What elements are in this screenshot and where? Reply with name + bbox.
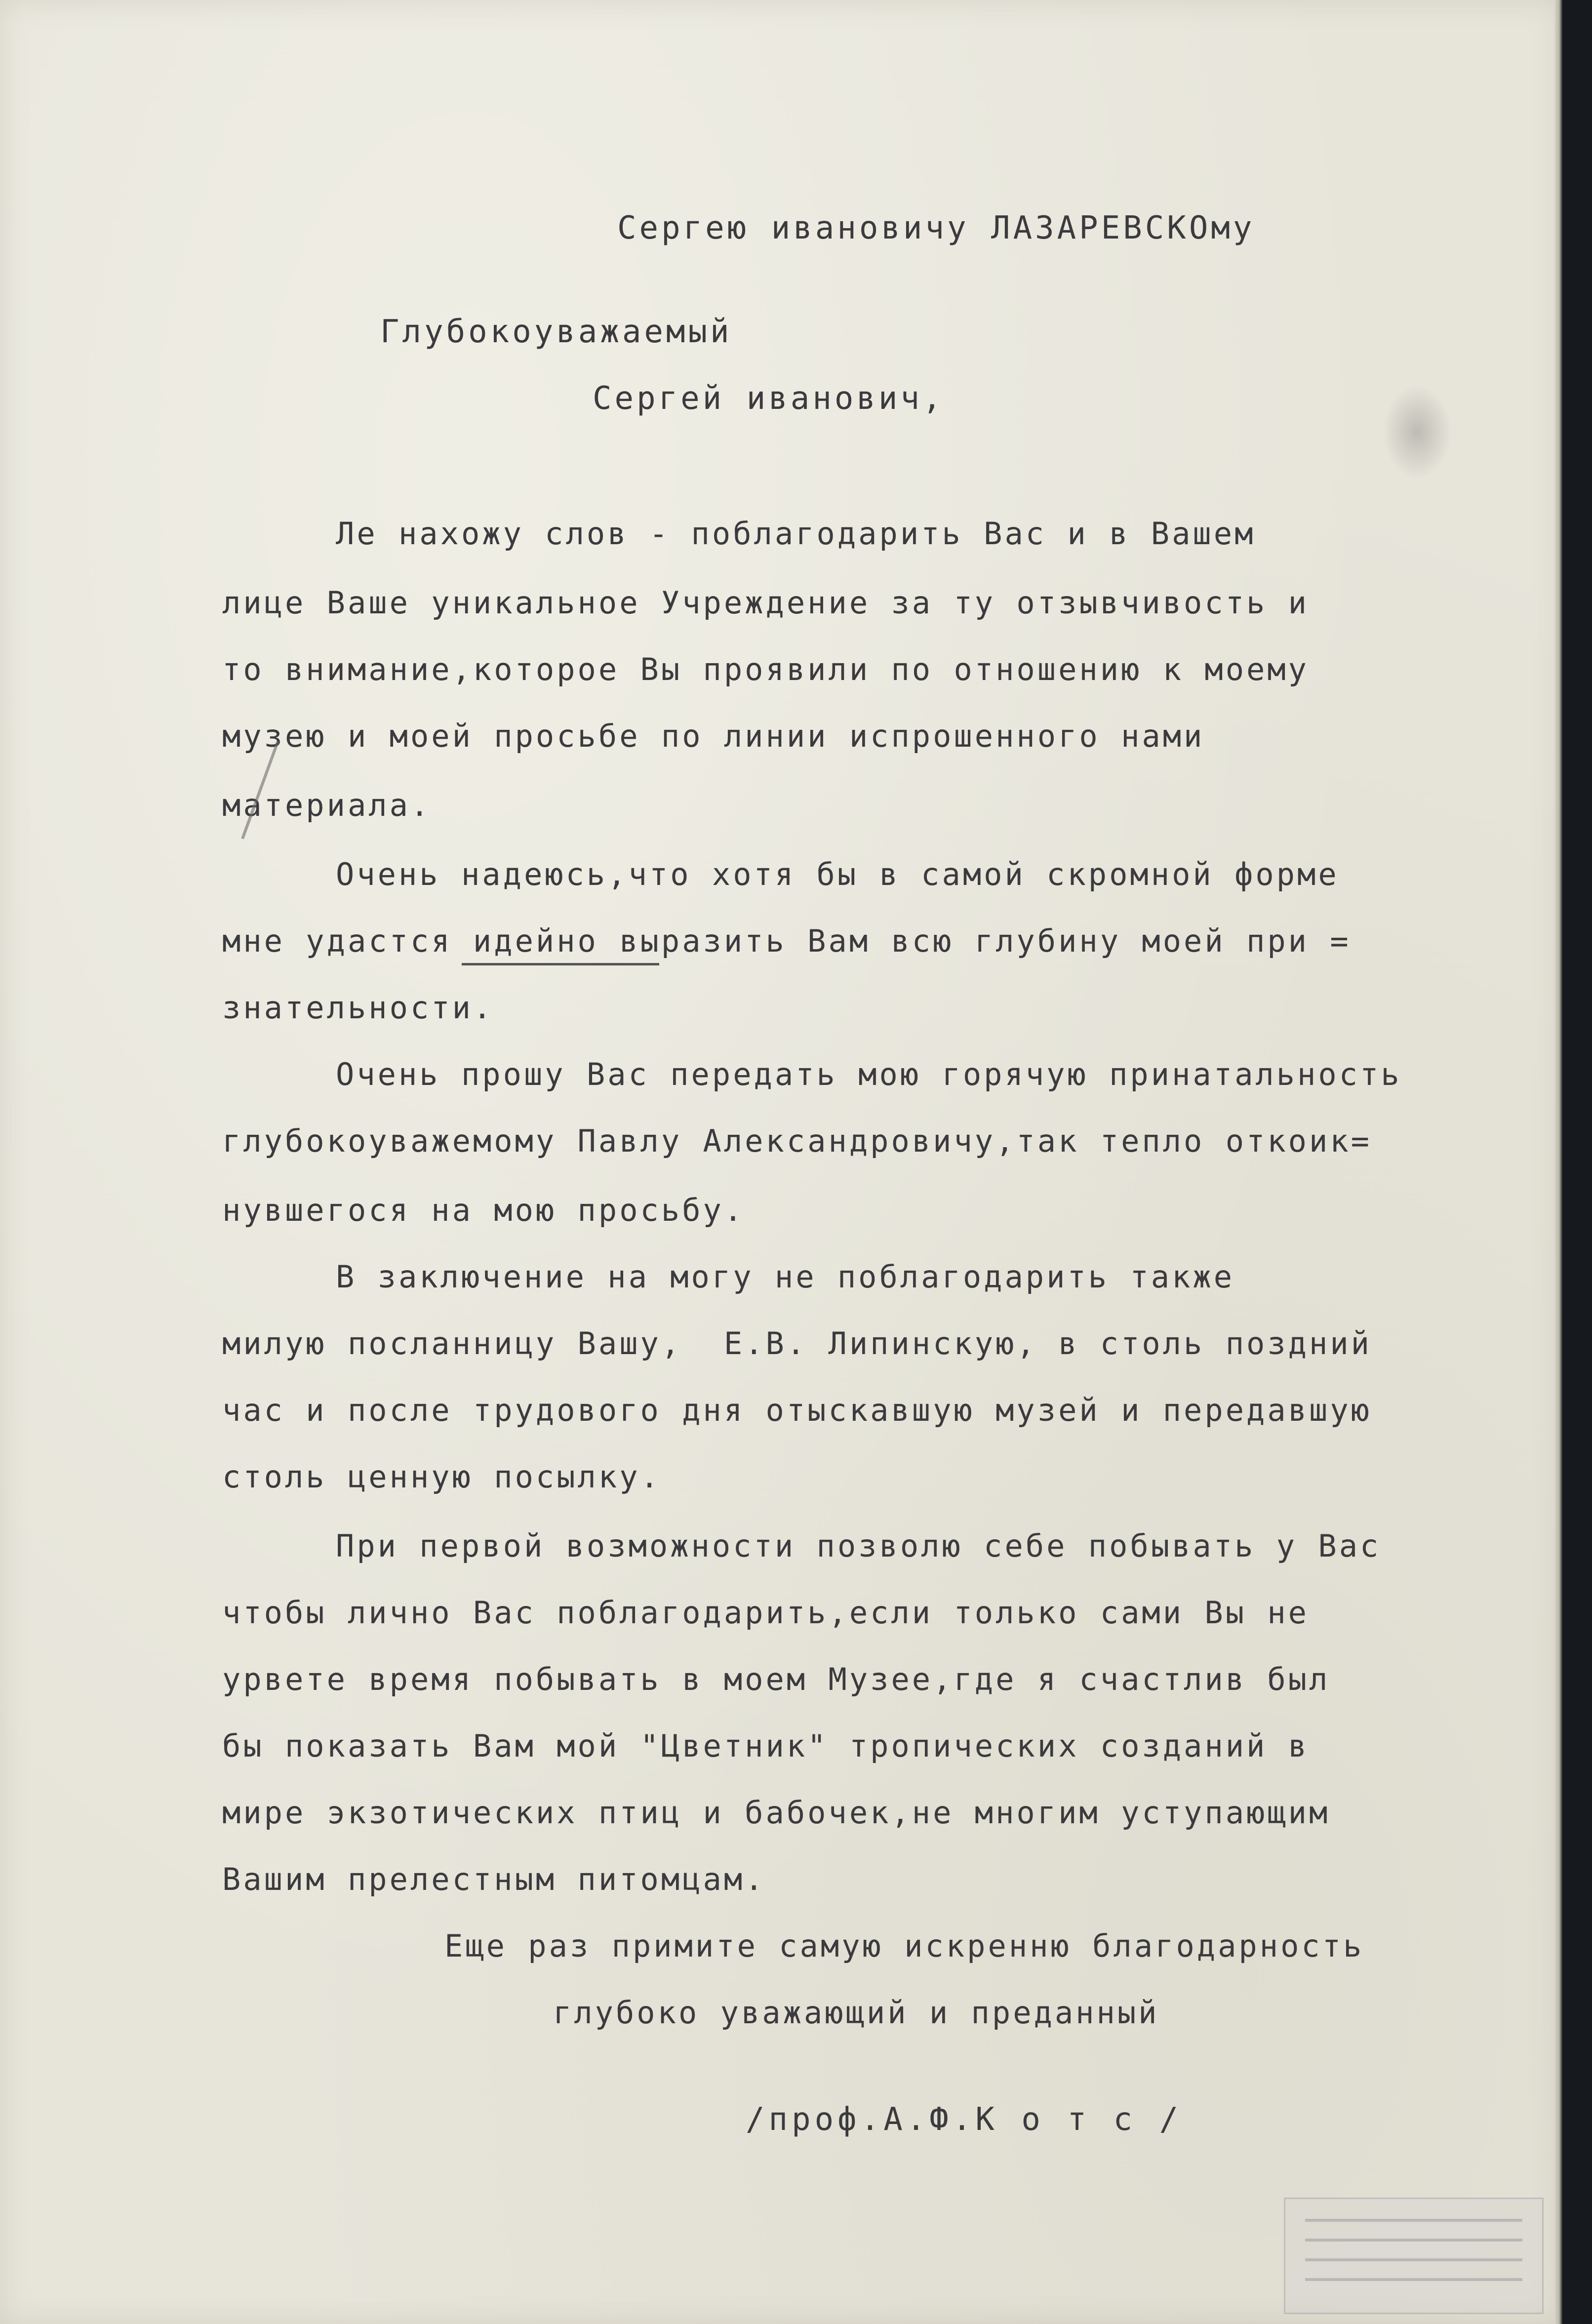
body-line: лице Ваше уникальное Учреждение за ту отзывчивость и — [222, 585, 1310, 621]
body-line: материала. — [222, 787, 432, 823]
archive-stamp-text-lines — [1305, 2219, 1522, 2293]
body-line: столь ценную посылку. — [222, 1459, 661, 1495]
body-line: При первой возможности позволю себе побывать у Вас — [336, 1528, 1381, 1564]
closing-line-1: Еще раз примите самую искренню благодарность — [444, 1928, 1364, 1964]
body-line: Ле нахожу слов - поблагодарить Вас и в Вашем — [336, 516, 1256, 552]
closing-line-2: глубоко уважающий и преданный — [553, 1995, 1159, 2031]
addressee: Сергею ивановичу ЛАЗАРЕВСКОму — [617, 210, 1255, 246]
underline-mark — [462, 963, 659, 965]
body-line: музею и моей просьбе по линии испрошенного нами — [222, 718, 1205, 754]
body-line: мне удастся идейно выразить Вам всю глубину моей при = — [222, 923, 1351, 959]
body-line: час и после трудового дня отыскавшую музей и передавшую — [222, 1392, 1372, 1428]
archive-stamp — [1284, 2198, 1544, 2314]
body-line: Вашим прелестным питомцам. — [222, 1861, 766, 1897]
body-line: В заключение на могу не поблагодарить также — [336, 1259, 1235, 1295]
ink-smudge — [1383, 385, 1452, 479]
body-line: знательности. — [222, 990, 494, 1026]
page-edge — [1554, 0, 1562, 2324]
body-line: глубокоуважемому Павлу Александровичу,так тепло откоик= — [222, 1123, 1372, 1159]
body-line: чтобы лично Вас поблагодарить,если только сами Вы не — [222, 1595, 1310, 1631]
signature: /проф.А.Ф.К о т с / — [746, 2101, 1183, 2138]
salutation-line-1: Глубокоуважаемый — [380, 314, 732, 350]
body-line: нувшегося на мою просьбу. — [222, 1192, 745, 1228]
body-line: то внимание,которое Вы проявили по отношению к моему — [222, 651, 1310, 687]
body-line: бы показать Вам мой "Цветник" тропических созданий в — [222, 1728, 1310, 1764]
body-line: Очень надеюсь,что хотя бы в самой скромной форме — [336, 856, 1339, 892]
body-line: мире экзотических птиц и бабочек,не многим уступающим — [222, 1795, 1330, 1831]
body-line: урвете время побывать в моем Музее,где я счастлив был — [222, 1661, 1330, 1697]
body-line: милую посланницу Вашу, Е.В. Липинскую, в столь поздний — [222, 1325, 1372, 1362]
body-line: Очень прошу Вас передать мою горячую принатальность — [336, 1056, 1402, 1092]
salutation-line-2: Сергей иванович, — [593, 380, 945, 417]
